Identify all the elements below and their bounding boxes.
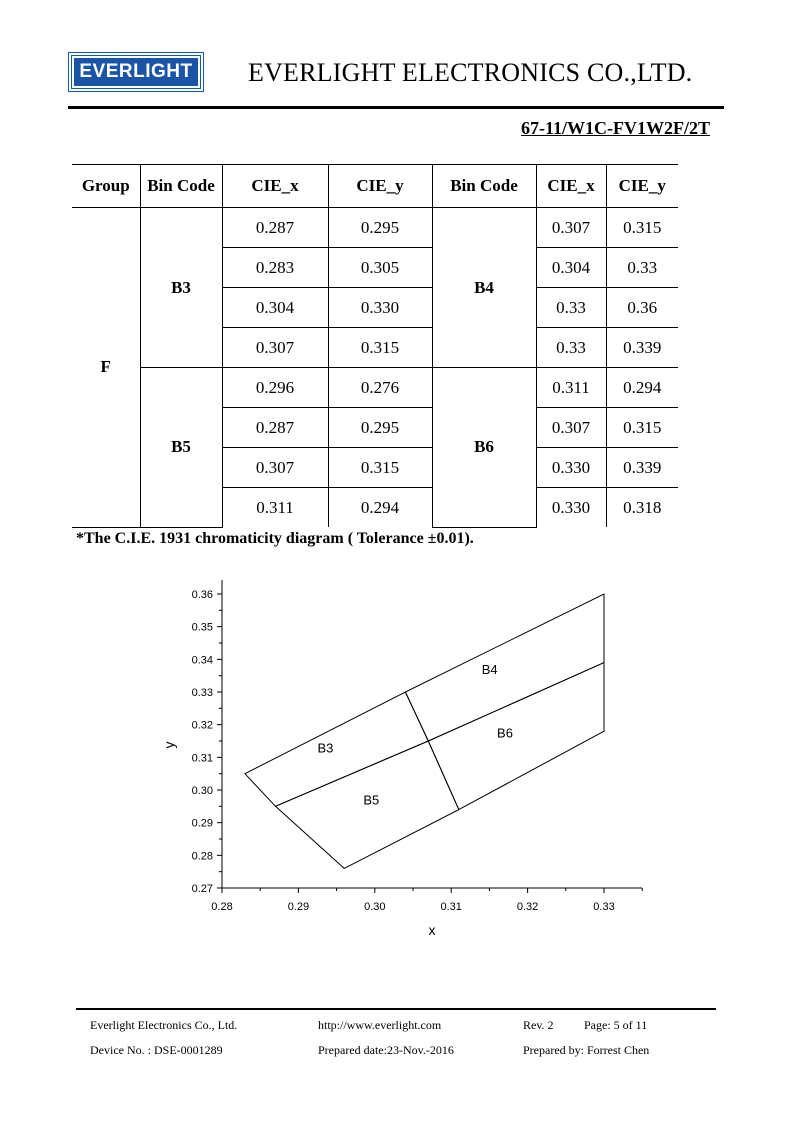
y-tick-label: 0.29 — [191, 817, 213, 830]
y-tick-label: 0.31 — [191, 752, 213, 765]
footer-company: Everlight Electronics Co., Ltd. — [90, 1018, 238, 1032]
cie-y-cell: 0.295 — [328, 408, 432, 448]
cie-x-cell: 0.311 — [536, 368, 606, 408]
logo-text: EVERLIGHT — [79, 61, 193, 82]
cie-x-cell: 0.330 — [536, 488, 606, 528]
y-tick-label: 0.28 — [191, 850, 213, 863]
x-tick-label: 0.32 — [516, 901, 539, 913]
cie-y-cell: 0.305 — [328, 248, 432, 288]
company-name: EVERLIGHT ELECTRONICS CO.,LTD. — [248, 58, 693, 87]
cie-x-cell: 0.307 — [536, 208, 606, 248]
bin-region-b4 — [405, 594, 604, 741]
diagram-caption: *The C.I.E. 1931 chromaticity diagram ( Tolerance ±0.01). — [76, 530, 474, 547]
header-bin-code: Bin Code — [140, 165, 222, 208]
cie-y-cell: 0.339 — [606, 328, 678, 368]
footer-url: http://www.everlight.com — [318, 1018, 442, 1032]
x-tick-label: 0.33 — [593, 901, 615, 913]
table-row — [72, 208, 678, 248]
cie-x-cell: 0.330 — [536, 448, 606, 488]
cie-x-cell: 0.304 — [222, 288, 328, 328]
cie-x-cell: 0.33 — [536, 288, 606, 328]
bin-code-cell: B4 — [432, 208, 536, 368]
header-cie-y: CIE_y — [328, 165, 432, 208]
header-cie-y: CIE_y — [606, 165, 678, 208]
cie-x-cell: 0.307 — [222, 448, 328, 488]
bin-region-label-b4: B4 — [481, 662, 498, 678]
bin-code-cell: B3 — [140, 208, 222, 368]
header-bin-code: Bin Code — [432, 165, 536, 208]
cie-y-cell: 0.276 — [328, 368, 432, 408]
cie-x-cell: 0.311 — [222, 488, 328, 528]
bin-table — [72, 164, 678, 528]
x-tick-label: 0.29 — [287, 901, 310, 913]
footer-device-no: Device No. : DSE-0001289 — [90, 1043, 223, 1057]
cie-x-cell: 0.307 — [222, 328, 328, 368]
footer-rev: Rev. 2 — [523, 1018, 554, 1032]
cie-x-cell: 0.283 — [222, 248, 328, 288]
everlight-logo — [68, 52, 204, 92]
x-tick-label: 0.30 — [364, 901, 386, 913]
cie-x-cell: 0.304 — [536, 248, 606, 288]
logo-badge — [72, 56, 200, 88]
y-axis-label: y — [161, 741, 177, 749]
cie-y-cell: 0.339 — [606, 448, 678, 488]
cie-y-cell: 0.330 — [328, 288, 432, 328]
table-row — [72, 368, 678, 408]
header-cie-x: CIE_x — [536, 165, 606, 208]
cie-chromaticity-chart — [160, 572, 660, 942]
header-group: Group — [72, 165, 140, 208]
y-tick-label: 0.30 — [191, 785, 213, 797]
cie-y-cell: 0.315 — [328, 328, 432, 368]
footer-divider — [76, 1008, 716, 1010]
footer-prepared-date: Prepared date:23-Nov.-2016 — [318, 1043, 454, 1057]
cie-y-cell: 0.315 — [328, 448, 432, 488]
header-divider — [68, 106, 724, 109]
cie-x-cell: 0.307 — [536, 408, 606, 448]
bin-region-label-b3: B3 — [317, 740, 334, 756]
cie-y-cell: 0.294 — [328, 488, 432, 528]
cie-y-cell: 0.295 — [328, 208, 432, 248]
x-axis-label: x — [428, 922, 436, 938]
y-tick-label: 0.32 — [191, 719, 213, 732]
cie-y-cell: 0.294 — [606, 368, 678, 408]
footer-page: Page: 5 of 11 — [584, 1018, 648, 1032]
bin-region-label-b6: B6 — [497, 725, 513, 741]
cie-y-cell: 0.318 — [606, 488, 678, 528]
cie-y-cell: 0.315 — [606, 208, 678, 248]
footer-prepared-by: Prepared by: Forrest Chen — [523, 1043, 650, 1057]
y-tick-label: 0.27 — [191, 883, 213, 895]
bin-code-cell: B6 — [432, 368, 536, 528]
cie-x-cell: 0.287 — [222, 208, 328, 248]
bin-region-b6 — [428, 663, 604, 810]
bin-region-label-b5: B5 — [363, 792, 380, 808]
cie-x-cell: 0.296 — [222, 368, 328, 408]
cie-x-cell: 0.287 — [222, 408, 328, 448]
y-tick-label: 0.33 — [191, 687, 213, 699]
x-tick-label: 0.28 — [211, 901, 233, 913]
y-tick-label: 0.35 — [191, 621, 213, 634]
cie-y-cell: 0.315 — [606, 408, 678, 448]
table-header-row — [72, 165, 678, 208]
bin-region-b3 — [245, 692, 428, 806]
bin-code-cell: B5 — [140, 368, 222, 528]
x-tick-label: 0.31 — [440, 901, 462, 913]
group-cell: F — [72, 208, 140, 528]
cie-x-cell: 0.33 — [536, 328, 606, 368]
part-number: 67-11/W1C-FV1W2F/2T — [521, 118, 710, 138]
cie-y-cell: 0.33 — [606, 248, 678, 288]
header-cie-x: CIE_x — [222, 165, 328, 208]
y-tick-label: 0.34 — [191, 654, 213, 667]
cie-y-cell: 0.36 — [606, 288, 678, 328]
y-tick-label: 0.36 — [191, 589, 213, 601]
